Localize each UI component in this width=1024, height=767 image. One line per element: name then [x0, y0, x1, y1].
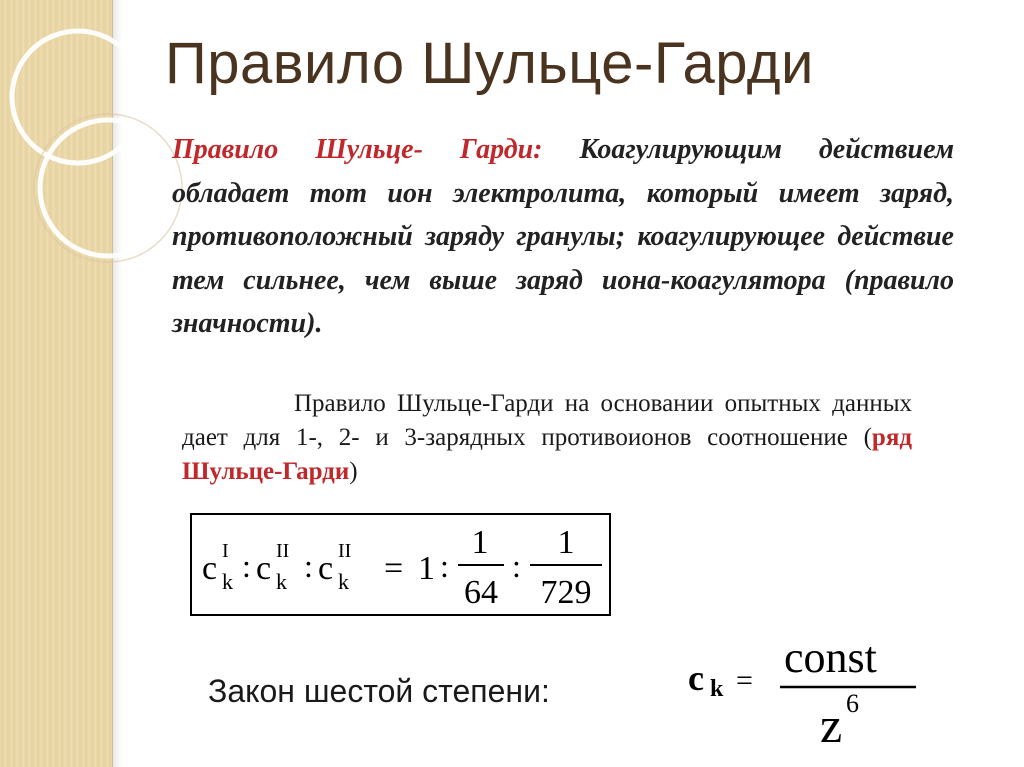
series-paragraph: [182, 387, 912, 489]
law-sub: k: [710, 676, 724, 702]
formula-c3: c: [318, 550, 334, 587]
formula-sub3: k: [338, 569, 349, 594]
formula-den1: 64: [464, 574, 498, 611]
formula-num1: 1: [471, 524, 489, 561]
formula-num2: 1: [557, 524, 575, 561]
formula-equals: =: [384, 550, 404, 587]
paragraph-text: Правило Шульце-Гарди на основании опытных данных дает для 1-, 2- и 3-зарядных противоионов соотношение (: [182, 390, 912, 451]
series-name: ряд Шульце-Гарди: [182, 424, 912, 485]
formula-colon2: :: [304, 548, 313, 584]
formula-colon3: :: [440, 548, 449, 584]
sixth-power-law-formula: [680, 632, 930, 757]
formula-sub1: k: [222, 569, 233, 594]
law-equals: =: [736, 664, 753, 697]
formula-sub2: k: [276, 569, 287, 594]
slide-title: Правило Шульце-Гарди: [165, 31, 814, 96]
formula-colon4: :: [512, 548, 521, 584]
formula-c2: c: [256, 550, 272, 587]
formula-sup1: I: [222, 540, 229, 562]
rule-definition: [172, 128, 954, 346]
law-exponent: 6: [846, 689, 859, 718]
law-label: Закон шестой степени:: [208, 673, 550, 709]
formula-sup3: II: [338, 540, 352, 562]
series-formula: [192, 515, 609, 614]
paragraph-closing: ): [349, 458, 358, 485]
law-numerator: const: [784, 633, 877, 682]
law-denominator: z: [820, 697, 843, 753]
formula-colon1: :: [242, 548, 251, 584]
formula-sup2: II: [276, 540, 290, 562]
series-formula-box: [190, 513, 611, 616]
law-c: c: [688, 658, 704, 698]
formula-one: 1: [418, 550, 435, 587]
formula-den2: 729: [540, 574, 592, 611]
rule-text: Коагулирующим действием обладает тот ион электролита, который имеет заряд, противоположный заряду гранулы; коагулирующее действие тем сильнее, чем выше заряд иона-коагулятора (правило значности).: [172, 134, 955, 339]
rule-term: Правило Шульце- Гарди:: [172, 134, 543, 165]
formula-c1: c: [202, 550, 218, 587]
